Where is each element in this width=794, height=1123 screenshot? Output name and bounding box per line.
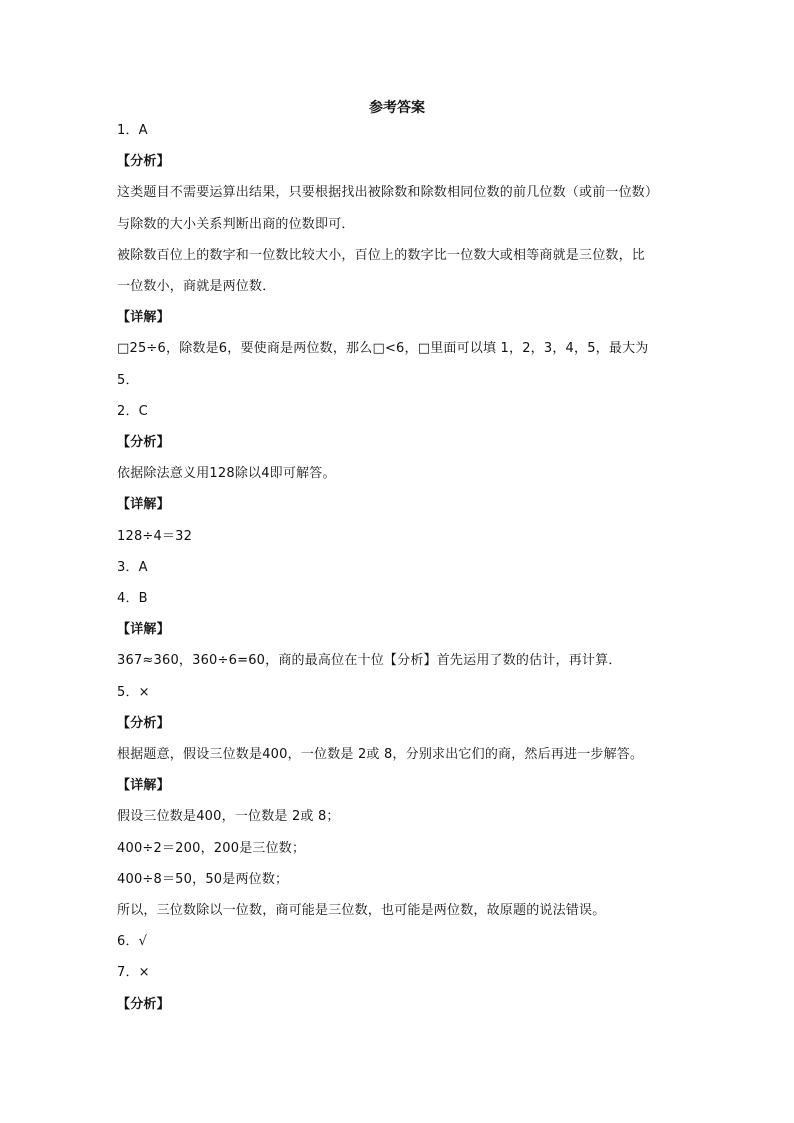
section-heading: 【详解】 — [117, 310, 170, 326]
section-heading: 【分析】 — [117, 996, 170, 1012]
section-heading: 【详解】 — [117, 622, 170, 638]
section-heading: 【详解】 — [117, 778, 170, 794]
body-text: 依据除法意义用128除以4即可解答。 — [117, 466, 336, 482]
body-text: 367≈360，360÷6=60，商的最高位在十位【分析】首先运用了数的估计，再计算． — [117, 653, 622, 669]
answer-number: 1．A — [117, 123, 148, 138]
section-heading: 【分析】 — [117, 154, 170, 170]
body-text: 400÷2＝200，200是三位数； — [117, 840, 306, 856]
answer-number: 6．√ — [117, 934, 148, 950]
body-text: 一位数小，商就是两位数． — [117, 279, 276, 294]
body-text: 5． — [117, 372, 139, 388]
body-text: 假设三位数是400，一位数是 2或 8； — [117, 809, 340, 825]
body-text: 所以，三位数除以一位数，商可能是三位数，也可能是两位数，故原题的说法错误。 — [117, 903, 606, 918]
answer-number: 7．× — [117, 965, 150, 981]
body-text: 被除数百位上的数字和一位数比较大小，百位上的数字比一位数大或相等商就是三位数，比 — [117, 247, 646, 263]
section-heading: 【分析】 — [117, 435, 170, 450]
answer-number: 4．B — [117, 591, 148, 606]
body-text: 400÷8＝50，50是两位数； — [117, 871, 289, 887]
section-heading: 【分析】 — [117, 715, 170, 731]
page-title: 参考答案 — [369, 100, 425, 116]
body-text: 128÷4＝32 — [117, 528, 193, 544]
answer-number: 2．C — [117, 403, 148, 419]
body-text: 这类题目不需要运算出结果，只要根据找出被除数和除数相同位数的前几位数（或前一位数） — [117, 185, 659, 201]
body-text: □25÷6，除数是6，要使商是两位数，那么□<6，□里面可以填 1，2，3，4，5，最大为 — [117, 341, 649, 357]
answer-number: 3．A — [117, 559, 148, 575]
section-heading: 【详解】 — [117, 497, 170, 513]
body-text: 与除数的大小关系判断出商的位数即可． — [117, 216, 355, 232]
answer-number: 5．× — [117, 684, 150, 700]
body-text: 根据题意，假设三位数是400，一位数是 2或 8，分别求出它们的商，然后再进一步解答。 — [117, 747, 644, 762]
